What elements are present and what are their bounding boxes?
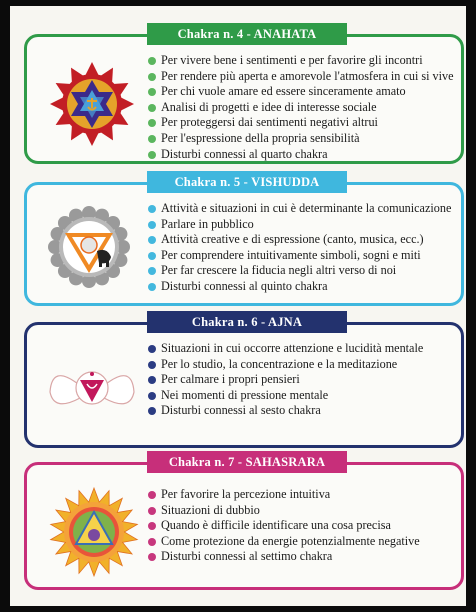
list-item: Situazioni di dubbio bbox=[147, 503, 455, 519]
card-items bbox=[147, 341, 455, 419]
list-item: Per comprendere intuitivamente simboli, sogni e miti bbox=[147, 248, 455, 264]
list-item: Attività e situazioni in cui è determinante la comunicazione bbox=[147, 201, 455, 217]
list-item: Disturbi connessi al quarto chakra bbox=[147, 147, 455, 163]
list-item: Attività creative e di espressione (canto, musica, ecc.) bbox=[147, 232, 455, 248]
list-item: Nei momenti di pressione mentale bbox=[147, 388, 455, 404]
list-item: Come protezione da energie potenzialmente negative bbox=[147, 534, 455, 550]
list-item: Per favorire la percezione intuitiva bbox=[147, 487, 455, 503]
card-title: Chakra n. 7 - SAHASRARA bbox=[147, 451, 347, 473]
anahata-chakra-icon bbox=[47, 59, 137, 149]
list-item: Quando è difficile identificare una cosa precisa bbox=[147, 518, 455, 534]
list-item: Analisi di progetti e idee di interesse sociale bbox=[147, 100, 455, 116]
list-item: Parlare in pubblico bbox=[147, 217, 455, 233]
list-item: Disturbi connessi al sesto chakra bbox=[147, 403, 455, 419]
card-title: Chakra n. 5 - VISHUDDA bbox=[147, 171, 347, 193]
list-item: Per vivere bene i sentimenti e per favorire gli incontri bbox=[147, 53, 455, 69]
ajna-chakra-icon bbox=[47, 353, 137, 423]
chakra-card-vishudda bbox=[24, 174, 464, 306]
list-item: Per calmare i propri pensieri bbox=[147, 372, 455, 388]
list-item: Disturbi connessi al quinto chakra bbox=[147, 279, 455, 295]
list-item: Per proteggersi dai sentimenti negativi altrui bbox=[147, 115, 455, 131]
card-items bbox=[147, 487, 455, 565]
list-item: Per rendere più aperta e amorevole l'atmosfera in cui si vive bbox=[147, 69, 455, 85]
card-title: Chakra n. 6 - AJNA bbox=[147, 311, 347, 333]
list-item: Disturbi connessi al settimo chakra bbox=[147, 549, 455, 565]
card-title: Chakra n. 4 - ANAHATA bbox=[147, 23, 347, 45]
card-items bbox=[147, 53, 455, 162]
list-item: Per l'espressione della propria sensibilità bbox=[147, 131, 455, 147]
list-item: Per far crescere la fiducia negli altri verso di noi bbox=[147, 263, 455, 279]
list-item: Per lo studio, la concentrazione e la meditazione bbox=[147, 357, 455, 373]
chakra-card-anahata bbox=[24, 26, 464, 164]
list-item: Situazioni in cui occorre attenzione e lucidità mentale bbox=[147, 341, 455, 357]
sahasrara-chakra-icon bbox=[47, 485, 141, 579]
card-items bbox=[147, 201, 455, 295]
chakra-card-ajna bbox=[24, 314, 464, 448]
vishudda-chakra-icon bbox=[47, 205, 131, 289]
chakra-card-sahasrara bbox=[24, 454, 464, 590]
document-page bbox=[10, 6, 466, 606]
list-item: Per chi vuole amare ed essere sinceramente amato bbox=[147, 84, 455, 100]
